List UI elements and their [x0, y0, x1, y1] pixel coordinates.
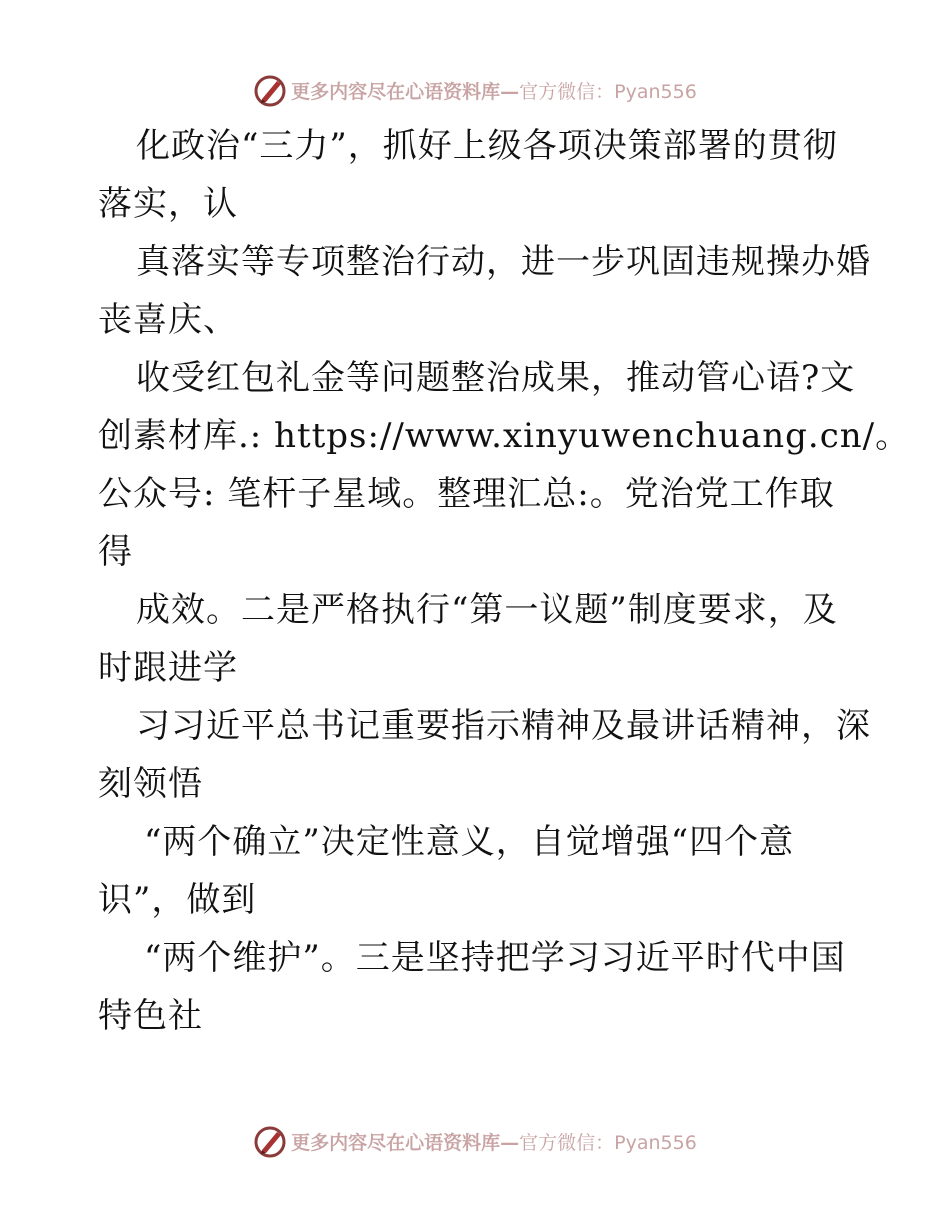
body-line: 收受红包礼金等问题整治成果，推动管心语?文 [136, 358, 856, 398]
body-line: 落实，认 [98, 184, 238, 224]
body-line: 习习近平总书记重要指示精神及最讲话精神，深 [136, 706, 871, 746]
footer-banner-title: 更多内容尽在心语资料库— [291, 1131, 520, 1154]
body-line: 化政治“三力”，抓好上级各项决策部署的贯彻 [136, 126, 838, 166]
body-line: “两个维护”。三是坚持把学习习近平时代中国 [144, 938, 846, 978]
body-line: “两个确立”决定性意义，自觉增强“四个意 [144, 822, 795, 862]
header-banner [0, 70, 950, 110]
body-line: 创素材库.: https://www.xinyuwenchuang.cn/。 [98, 416, 911, 456]
body-line: 成效。二是严格执行“第一议题”制度要求，及 [136, 590, 838, 630]
header-banner-title: 更多内容尽在心语资料库— [291, 80, 520, 103]
pen-logo-icon [253, 73, 287, 107]
body-line: 识”，做到 [98, 880, 257, 920]
footer-banner [0, 1121, 950, 1161]
document-body [98, 117, 911, 1045]
body-line: 刻领悟 [98, 764, 203, 804]
body-line: 真落实等专项整治行动，进一步巩固违规操办婚 [136, 242, 871, 282]
pen-logo-icon [253, 1124, 287, 1158]
footer-banner-wechat: 官方微信：Pyan556 [519, 1131, 697, 1154]
body-line: 公众号: 笔杆子星域。整理汇总:。党治党工作取 [98, 474, 835, 514]
body-line: 丧喜庆、 [98, 300, 238, 340]
body-line: 特色社 [98, 996, 203, 1036]
header-banner-wechat: 官方微信：Pyan556 [519, 80, 697, 103]
body-line: 时跟进学 [98, 648, 238, 688]
body-line: 得 [98, 532, 133, 572]
